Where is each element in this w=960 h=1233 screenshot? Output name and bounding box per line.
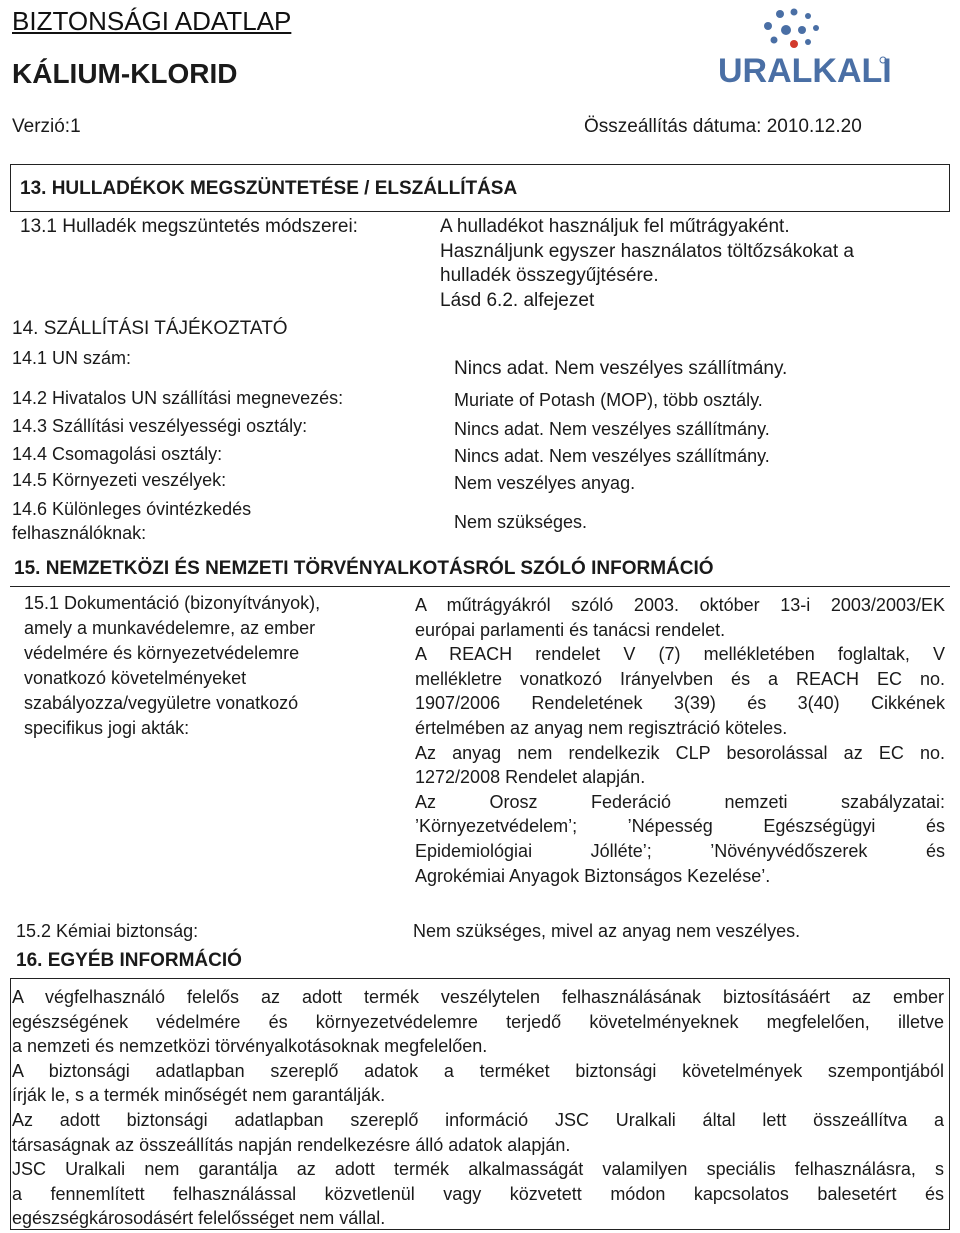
section-15-1-value-line: A műtrágyákról szóló 2003. október 13-i 2003/2003/EK [415, 595, 945, 615]
section-13-heading: 13. HULLADÉKOK MEGSZÜNTETÉSE / ELSZÁLLÍTÁSA [20, 178, 518, 199]
section-15-1-value-line: értelmében az anyag nem regisztráció köteles. [415, 717, 788, 738]
section-13-1-value-line: hulladék összegyűjtésére. [440, 265, 659, 286]
section-15-1-value-line: Agrokémiai Anyagok Biztonságos Kezelése’. [415, 865, 771, 886]
section-16-line: egészségkárosodásért felelősséget nem vállal. [12, 1208, 386, 1229]
logo-text: URALKALI [718, 52, 892, 90]
section-15-1-value [415, 593, 945, 888]
compilation-date: Összeállítás dátuma: 2010.12.20 [584, 116, 862, 137]
section-14-5-value: Nem veszélyes anyag. [454, 473, 636, 493]
version-label: Verzió:1 [12, 116, 81, 137]
section-15-1-value-line: mellékletre vonatkozó Irányelvben és a REACH EC no. [415, 668, 945, 689]
section-16-heading: 16. EGYÉB INFORMÁCIÓ [16, 950, 242, 971]
section-15-1-value-line: A REACH rendelet V (7) mellékletében foglaltak, V [415, 644, 945, 665]
section-15-1-value-line: Epidemiológiai Jólléte’; ’Növényvédőszerek és [415, 840, 945, 861]
section-14-1-value: Nincs adat. Nem veszélyes szállítmány. [454, 358, 788, 379]
section-13-1-value-line: Lásd 6.2. alfejezet [440, 290, 595, 311]
section-13-1-value-line: A hulladékot használjuk fel műtrágyaként. [440, 216, 790, 237]
section-15-1-label-line: 15.1 Dokumentáció (bizonyítványok), [24, 593, 321, 613]
section-14-6-value: Nem szükséges. [454, 512, 588, 532]
section-14-3-label: 14.3 Szállítási veszélyességi osztály: [12, 416, 308, 436]
section-16-line: a nemzeti és nemzetközi törvényalkotásoknak megfelelően. [12, 1036, 488, 1057]
section-15-1-label-line: specifikus jogi akták: [24, 718, 190, 738]
section-13-1-value-line: Használjunk egyszer használatos töltőzsákokat a [440, 241, 855, 262]
section-15-1-value-line: európai parlamenti és tanácsi rendelet. [415, 619, 726, 640]
section-14-4-label: 14.4 Csomagolási osztály: [12, 444, 223, 464]
section-15-1-label-line: szabályozza/vegyületre vonatkozó [24, 693, 299, 713]
section-13-1-label: 13.1 Hulladék megszüntetés módszerei: [20, 216, 358, 237]
section-16-line: JSC Uralkali nem garantálja az adott termék alkalmasságát valamilyen speciális felhasználásra, s [12, 1159, 944, 1180]
section-15-heading: 15. NEMZETKÖZI ÉS NEMZETI TÖRVÉNYALKOTÁSRÓL SZÓLÓ INFORMÁCIÓ [14, 558, 714, 579]
section-15-1-value-line: 1272/2008 Rendelet alapján. [415, 767, 646, 788]
uralkali-logo [690, 0, 900, 108]
section-15-1-label-line: amely a munkavédelemre, az ember [24, 618, 316, 638]
document-title: KÁLIUM-KLORID [12, 58, 238, 89]
section-15-1-value-line: ’Környezetvédelem’; ’Népesség Egészségügyi és [415, 816, 945, 837]
section-15-1-value-line: 1907/2006 Rendeletének 3(39) és 3(40) Cikkének [415, 693, 945, 714]
section-15-1-label-line: védelmére és környezetvédelemre [24, 643, 300, 663]
section-16-line: egészségének védelmére és környezetvédelemre terjedő követelményeknek megfelelően, illetve [12, 1011, 944, 1032]
section-16-line: a fennemlített felhasználással közvetlenül vagy közvetett módon kapcsolatos balesetért és [12, 1183, 944, 1204]
section-16-text [12, 985, 944, 1231]
section-15-1-value-line: Az anyag nem rendelkezik CLP besorolással az EC no. [415, 742, 945, 763]
section-14-3-value: Nincs adat. Nem veszélyes szállítmány. [454, 419, 770, 439]
section-14-5-label: 14.5 Környezeti veszélyek: [12, 470, 227, 490]
section-16-line: írják le, s a termék minőségét nem garantálják. [12, 1085, 386, 1106]
section-14-6-label: felhasználóknak: [12, 523, 147, 543]
section-14-6-label: 14.6 Különleges óvintézkedés [12, 499, 252, 519]
section-15-1-label-line: vonatkozó követelményeket [24, 668, 247, 688]
section-15-2-value: Nem szükséges, mivel az anyag nem veszélyes. [413, 921, 801, 941]
section-16-line: A végfelhasználó felelős az adott termék veszélytelen felhasználásának biztosításáért az ember [12, 987, 944, 1007]
document-type: BIZTONSÁGI ADATLAP [12, 6, 292, 36]
section-14-2-value: Muriate of Potash (MOP), több osztály. [454, 390, 763, 410]
section-16-line: Az adott biztonsági adatlapban szereplő információ JSC Uralkali által lett összeállítva a [12, 1109, 944, 1130]
section-14-2-label: 14.2 Hivatalos UN szállítási megnevezés: [12, 388, 344, 408]
section-15-2-label: 15.2 Kémiai biztonság: [16, 921, 199, 941]
section-15-divider [10, 586, 950, 587]
section-16-line: A biztonsági adatlapban szereplő adatok a terméket biztonsági követelmények szempontjából [12, 1060, 944, 1081]
section-14-4-value: Nincs adat. Nem veszélyes szállítmány. [454, 446, 770, 466]
section-15-1-value-line: Az Orosz Federáció nemzeti szabályzatai: [415, 791, 945, 812]
section-14-1-label: 14.1 UN szám: [12, 348, 132, 368]
section-16-line: társaságnak az összeállítás napján rendelkezésre álló adatok alapján. [12, 1134, 571, 1155]
section-14-heading: 14. SZÁLLÍTÁSI TÁJÉKOZTATÓ [12, 318, 288, 339]
logo-dots-icon [764, 9, 819, 49]
